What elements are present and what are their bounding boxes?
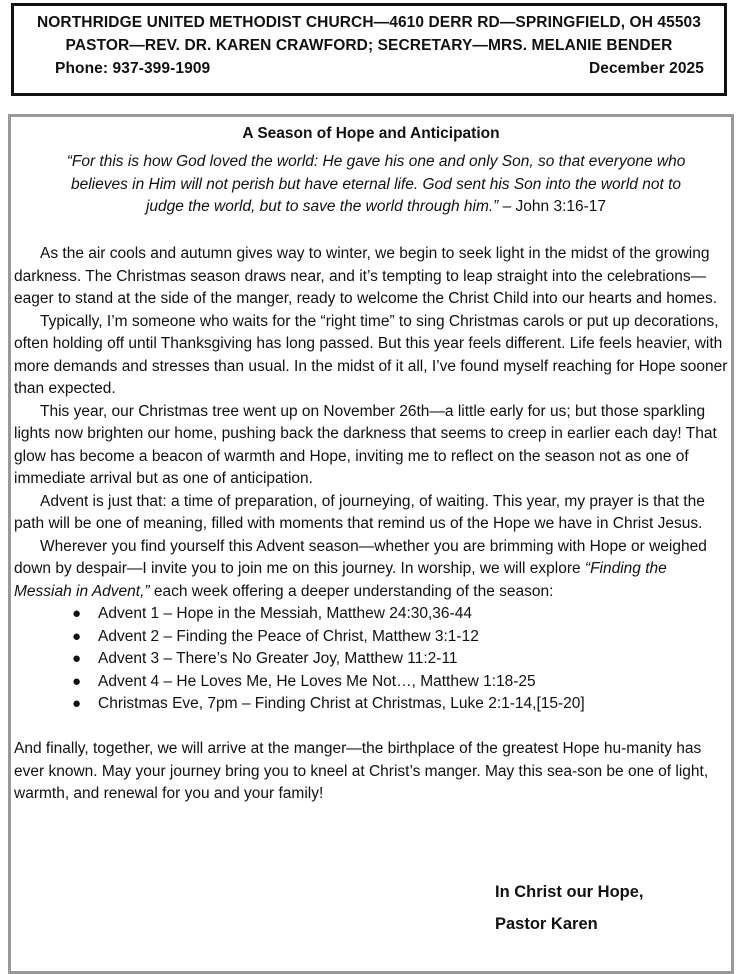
list-item-text: Advent 2 – Finding the Peace of Christ, Matthew 3:1-12 [98,627,479,645]
newsletter-header [11,3,727,96]
article-box [8,114,734,974]
signoff-name: Pastor Karen [495,915,598,933]
sermon-series-title: “Finding the Messiah in Advent,” [14,560,667,600]
closing-paragraph: And finally, together, we will arrive at the manger—the birthplace of the greatest Hope hu-manity has ever known. May your journey bring you to kneel at Christ’s manger. May this sea-son be one of light, warmth, and renewal for you and your family! [14,740,709,802]
list-item-text: Advent 1 – Hope in the Messiah, Matthew 24:30,36-44 [98,605,472,622]
staff-line: PASTOR—REV. DR. KAREN CRAWFORD; SECRETARY—MRS. MELANIE BENDER [65,37,673,54]
bullet-icon: ● [72,650,82,667]
paragraph-5-start: Wherever you find yourself this Advent season—whether you are brimming with Hope or weighed down by despair—I invite you to join me on this journey. In worship, we will explore [14,537,707,577]
paragraph-1: As the air cools and autumn gives way to winter, we begin to seek light in the midst of the growing darkness. The Christmas season draws near, and it’s tempting to leap straight into the celebrations—eager to stand at the side of the manger, ready to welcome the Christ Child into our hearts and homes. [14,245,718,307]
list-item-text: Christmas Eve, 7pm – Finding Christ at Christmas, Luke 2:1-14,[15-20] [98,695,585,712]
signoff-line: In Christ our Hope, [495,883,644,901]
scripture-quote [51,151,701,219]
list-item-text: Advent 4 – He Loves Me, He Loves Me Not…, Matthew 1:18-25 [98,672,536,690]
list-item [72,648,728,671]
paragraph-5 [14,536,728,604]
church-address-line: NORTHRIDGE UNITED METHODIST CHURCH—4610 DERR RD—SPRINGFIELD, OH 45503 [36,14,701,31]
advent-schedule-list [14,603,728,716]
scripture-text: “For this is how God loved the world: He gave his one and only Son, so that everyone who believes in Him will not perish but have eternal life. God sent his Son into the world not to judge the world, but to save the world through him.” [66,153,686,215]
list-item [72,693,728,716]
list-item [72,626,728,649]
scripture-reference: – John 3:16-17 [498,198,607,215]
list-item-text: Advent 3 – There’s No Greater Joy, Matthew 11:2-11 [98,650,458,667]
phone-number: Phone: 937-399-1909 [55,60,211,77]
bullet-icon: ● [72,605,82,622]
paragraph-3: This year, our Christmas tree went up on November 26th—a little early for us; but those sparkling lights now brighten our home, pushing back the darkness that seems to creep in earlier each day! That glow has become a beacon of warmth and Hope, inviting me to reflect on the season not as one of immediate arrival but as one of anticipation. [14,402,717,487]
issue-date: December 2025 [588,60,704,77]
paragraph-5-end: each week offering a deeper understanding of the season: [149,582,554,600]
bullet-icon: ● [72,672,82,690]
article-body [14,243,728,806]
bullet-icon: ● [72,627,82,645]
paragraph-4: Advent is just that: a time of preparation, of journeying, of waiting. This year, my prayer is that the path will be one of meaning, filled with moments that remind us of the Hope we have in Christ Jesus. [14,492,705,532]
list-item [72,603,728,626]
bullet-icon: ● [72,695,82,712]
paragraph-2: Typically, I’m someone who waits for the “right time” to sing Christmas carols or put up decorations, often holding off until Thanksgiving has long passed. But this year feels different. Life feels heavier, with more demands and stresses than usual. In the midst of it all, I’ve found myself reaching for Hope sooner than expected. [14,312,728,397]
list-item [72,671,728,694]
article-title: A Season of Hope and Anticipation [242,125,500,142]
